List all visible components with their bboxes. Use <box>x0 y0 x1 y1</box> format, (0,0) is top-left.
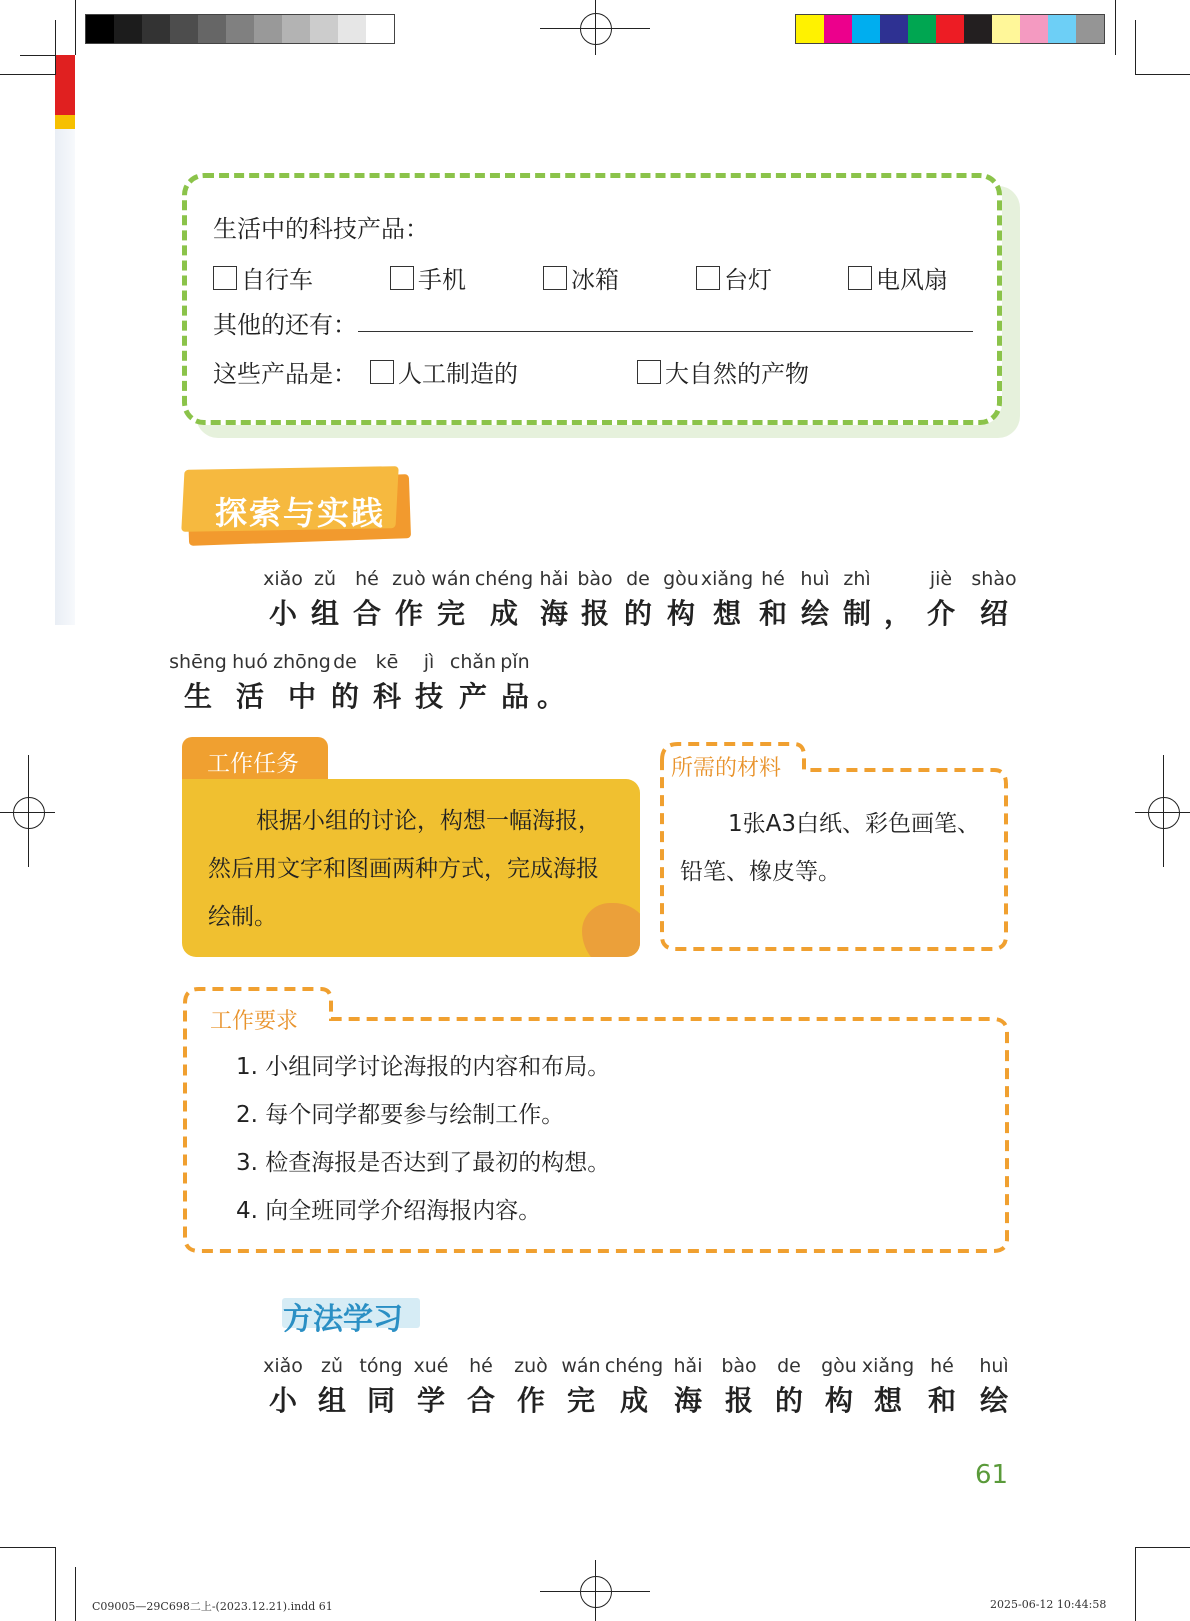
crop-mark <box>1135 74 1190 75</box>
hanzi-text: 和 <box>758 597 787 630</box>
task-text: 根据小组的讨论，构想一幅海报，然后用文字和图画两种方式，完成海报绘制。 <box>208 808 601 930</box>
pinyin-text: xiǎo <box>263 1355 303 1377</box>
color-swatch <box>1020 15 1048 43</box>
checkbox-natural-product[interactable] <box>637 354 809 389</box>
page-bleed-edge <box>55 55 75 625</box>
hanzi-text: 中 <box>287 680 316 713</box>
checkbox-icon[interactable] <box>848 266 872 290</box>
checkbox-electric-fan[interactable] <box>848 260 948 295</box>
hanzi-text: 想 <box>873 1384 902 1417</box>
hanzi-text: 和 <box>927 1384 956 1417</box>
color-swatch <box>936 15 964 43</box>
pinyin-text: shēng <box>169 651 227 673</box>
hanzi-text: 作 <box>394 597 423 630</box>
hanzi-text: 合 <box>352 597 381 630</box>
crop-mark <box>0 74 55 75</box>
yellow-bleed-mark <box>55 115 75 129</box>
color-swatch <box>366 15 394 43</box>
pinyin-char <box>912 1355 972 1419</box>
hanzi-text: 构 <box>666 597 695 630</box>
requirement-item: 3. 检查海报是否达到了最初的构想。 <box>236 1150 611 1176</box>
checkbox-phone[interactable] <box>390 260 466 295</box>
hanzi-text: 产 <box>458 680 487 713</box>
color-swatch <box>282 15 310 43</box>
hanzi-text: 完 <box>436 597 465 630</box>
task-card <box>182 779 640 957</box>
pinyin-text: jì <box>423 651 435 673</box>
hanzi-text: 想 <box>712 597 741 630</box>
hanzi-text: 的 <box>774 1384 803 1417</box>
hanzi-text: 报 <box>724 1384 753 1417</box>
hanzi-text: 完 <box>566 1384 595 1417</box>
crop-mark <box>55 1547 56 1621</box>
requirement-item: 4. 向全班同学介绍海报内容。 <box>236 1198 542 1224</box>
pinyin-text: chǎn <box>449 651 497 673</box>
pinyin-text: chéng <box>604 1355 664 1377</box>
hanzi-text: 报 <box>580 597 609 630</box>
print-timestamp: 2025-06-12 10:44:58 <box>990 1598 1107 1611</box>
pinyin-text: bào <box>721 1355 757 1377</box>
pinyin-char <box>911 568 971 632</box>
pinyin-text: hé <box>469 1355 493 1377</box>
pinyin-text: hé <box>355 568 379 590</box>
pinyin-text: jiè <box>929 568 953 590</box>
crop-mark <box>55 20 56 75</box>
crop-mark <box>20 55 55 56</box>
crop-mark <box>1135 1547 1136 1621</box>
pinyin-text: huì <box>800 568 830 590</box>
hanzi-text: 介 <box>926 597 955 630</box>
method-title: 方法学习 <box>283 1302 403 1337</box>
hanzi-text: 合 <box>466 1384 495 1417</box>
pinyin-char <box>521 651 581 715</box>
color-swatch <box>796 15 824 43</box>
hanzi-text: 同 <box>366 1384 395 1417</box>
hanzi-text: 成 <box>489 597 518 630</box>
hanzi-text: 的 <box>330 680 359 713</box>
hanzi-text: 海 <box>673 1384 702 1417</box>
checkbox-label: 冰箱 <box>571 266 619 294</box>
pinyin-text: hé <box>761 568 785 590</box>
pinyin-text: xiǎo <box>263 568 303 590</box>
crop-mark <box>1135 1547 1190 1548</box>
materials-label: 所需的材料 <box>671 756 782 781</box>
registration-mark <box>580 13 612 45</box>
color-swatch <box>964 15 992 43</box>
color-swatch <box>142 15 170 43</box>
question-title: 生活中的科技产品： <box>213 215 429 243</box>
hanzi-text: 生 <box>183 680 212 713</box>
pinyin-text: xiǎng <box>700 568 754 590</box>
pinyin-char <box>220 651 280 715</box>
others-answer-line[interactable] <box>358 331 973 332</box>
checkbox-label: 手机 <box>418 266 466 294</box>
pinyin-text <box>521 651 581 673</box>
section-title: 探索与实践 <box>215 494 386 532</box>
pinyin-text: zhì <box>843 568 871 590</box>
requirement-item: 1. 小组同学讨论海报的内容和布局。 <box>236 1054 611 1080</box>
crop-mark <box>1135 20 1136 75</box>
checkbox-icon[interactable] <box>370 360 394 384</box>
pinyin-text: hé <box>930 1355 954 1377</box>
checkbox-icon[interactable] <box>390 266 414 290</box>
pinyin-text: chéng <box>474 568 534 590</box>
crop-mark <box>1115 0 1116 55</box>
checkbox-icon[interactable] <box>696 266 720 290</box>
requirements-label: 工作要求 <box>210 1009 299 1034</box>
hanzi-text: 品 <box>500 680 529 713</box>
requirement-item: 2. 每个同学都要参与绘制工作。 <box>236 1102 565 1128</box>
registration-mark <box>1148 797 1180 829</box>
pinyin-text: de <box>777 1355 801 1377</box>
task-tab <box>182 737 328 785</box>
color-swatch <box>310 15 338 43</box>
task-label: 工作任务 <box>207 751 299 777</box>
hanzi-text: 海 <box>539 597 568 630</box>
hanzi-text: 绘 <box>979 1384 1008 1417</box>
color-swatch <box>1076 15 1104 43</box>
process-color-bar <box>795 14 1105 44</box>
checkbox-label: 人工制造的 <box>398 360 518 388</box>
checkbox-icon[interactable] <box>637 360 661 384</box>
pinyin-text: de <box>333 651 357 673</box>
color-swatch <box>852 15 880 43</box>
checkbox-label: 台灯 <box>724 266 772 294</box>
color-swatch <box>226 15 254 43</box>
color-swatch <box>198 15 226 43</box>
checkbox-icon[interactable] <box>213 266 237 290</box>
checkbox-label: 自行车 <box>241 266 313 294</box>
color-swatch <box>338 15 366 43</box>
pinyin-text: bào <box>577 568 613 590</box>
pinyin-text: xiǎng <box>861 1355 915 1377</box>
pinyin-text: zuò <box>514 1355 548 1377</box>
hanzi-text: 小 <box>268 597 297 630</box>
red-bleed-mark <box>55 55 75 115</box>
pinyin-char <box>964 568 1024 632</box>
nature-label: 这些产品是： <box>213 360 357 388</box>
registration-mark <box>13 797 45 829</box>
pinyin-text: tóng <box>359 1355 403 1377</box>
color-swatch <box>880 15 908 43</box>
registration-mark <box>580 1576 612 1608</box>
hanzi-text: 绘 <box>800 597 829 630</box>
color-swatch <box>1048 15 1076 43</box>
hanzi-text: 作 <box>516 1384 545 1417</box>
checkbox-icon[interactable] <box>543 266 567 290</box>
pinyin-text: de <box>626 568 650 590</box>
checkbox-man-made[interactable] <box>370 354 518 389</box>
pinyin-text: hǎi <box>539 568 569 590</box>
pinyin-text: hǎi <box>673 1355 703 1377</box>
hanzi-text: 学 <box>416 1384 445 1417</box>
pinyin-text: zǔ <box>320 1355 343 1377</box>
materials-text: 1张A3白纸、彩色画笔、铅笔、橡皮等。 <box>680 811 981 885</box>
pinyin-text: huì <box>979 1355 1009 1377</box>
pinyin-text: xué <box>413 1355 449 1377</box>
pinyin-char <box>168 651 228 715</box>
hanzi-text: 小 <box>268 1384 297 1417</box>
pinyin-text: zǔ <box>313 568 336 590</box>
page-number: 61 <box>975 1460 1009 1490</box>
crop-mark <box>0 1547 55 1548</box>
checkbox-label: 大自然的产物 <box>665 360 809 388</box>
pinyin-text: wán <box>431 568 471 590</box>
hanzi-text: 活 <box>235 680 264 713</box>
color-swatch <box>824 15 852 43</box>
color-swatch <box>908 15 936 43</box>
pinyin-text: pǐn <box>500 651 530 673</box>
color-swatch <box>992 15 1020 43</box>
pinyin-text: gòu <box>663 568 699 590</box>
hanzi-text: 科 <box>372 680 401 713</box>
checkbox-label: 电风扇 <box>876 266 948 294</box>
pinyin-text: zuò <box>392 568 426 590</box>
checkbox-bicycle[interactable] <box>213 260 313 295</box>
hanzi-text: 的 <box>623 597 652 630</box>
pinyin-text: huó <box>232 651 268 673</box>
pinyin-text: kē <box>375 651 399 673</box>
hanzi-text: 。 <box>536 680 565 713</box>
pinyin-char <box>964 1355 1024 1419</box>
registration-crosshair <box>1163 755 1164 867</box>
pinyin-text: wán <box>561 1355 601 1377</box>
pinyin-text: zhōng <box>273 651 331 673</box>
others-label: 其他的还有： <box>213 311 357 339</box>
color-swatch <box>170 15 198 43</box>
registration-crosshair <box>28 755 29 867</box>
hanzi-text: ， <box>883 597 912 630</box>
checkbox-fridge[interactable] <box>543 260 619 295</box>
color-swatch <box>254 15 282 43</box>
pinyin-text: gòu <box>821 1355 857 1377</box>
pinyin-char <box>551 1355 611 1419</box>
crop-mark <box>75 1567 76 1621</box>
grayscale-color-bar <box>85 14 395 44</box>
registration-crosshair <box>595 0 596 55</box>
pinyin-char <box>421 568 481 632</box>
pinyin-char <box>858 1355 918 1419</box>
checkbox-desk-lamp[interactable] <box>696 260 772 295</box>
hanzi-text: 绍 <box>979 597 1008 630</box>
pinyin-char <box>604 1355 664 1419</box>
hanzi-text: 成 <box>619 1384 648 1417</box>
hanzi-text: 技 <box>414 680 443 713</box>
hanzi-text: 组 <box>310 597 339 630</box>
color-swatch <box>86 15 114 43</box>
hanzi-text: 构 <box>824 1384 853 1417</box>
pinyin-text: shào <box>971 568 1017 590</box>
hanzi-text: 制 <box>842 597 871 630</box>
registration-crosshair <box>595 1560 596 1621</box>
hanzi-text: 组 <box>317 1384 346 1417</box>
color-swatch <box>114 15 142 43</box>
crop-mark <box>75 0 76 55</box>
print-file-info: C09005—29C698二上-(2023.12.21).indd 61 <box>92 1600 333 1613</box>
